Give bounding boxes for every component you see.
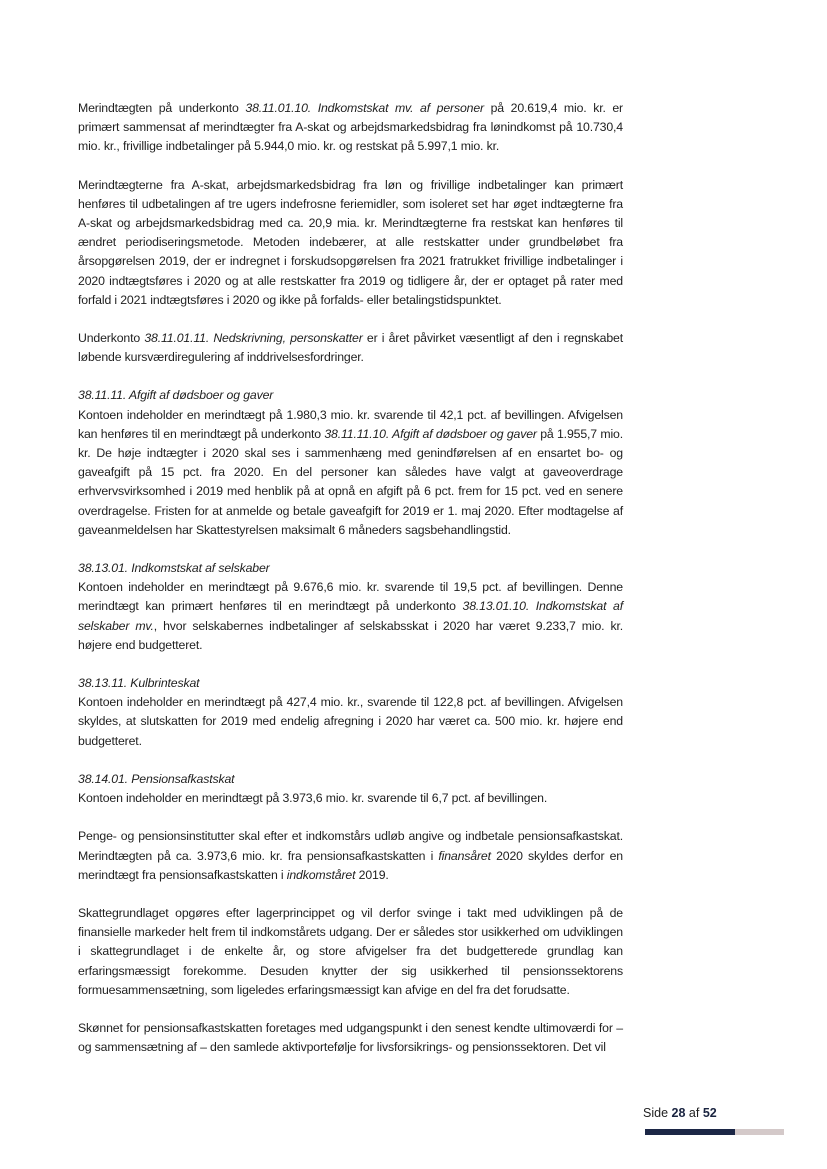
paragraph: Kontoen indeholder en merindtægt på 9.676,6 mio. kr. svarende til 19,5 pct. af bevillingen. Denne merindtægt kan primært henføres til en merindtægt på underkonto 38.13.01.10. Indkomstskat af selskaber mv., hvor selskabernes indbetalinger af selskabsskat i 2020 har været 9.233,7 mio. kr. højere end budgetteret. <box>78 580 623 652</box>
paragraph: Kontoen indeholder en merindtægt på 427,4 mio. kr., svarende til 122,8 pct. af bevillingen. Afvigelsen skyldes, at slutskatten for 2019 med endelig afregning i 2020 har været ca. 500 mio. kr. højere end budgetteret. <box>78 695 623 748</box>
paragraph: Kontoen indeholder en merindtægt på 1.980,3 mio. kr. svarende til 42,1 pct. af bevillingen. Afvigelsen kan henføres til en merindtægt på underkonto 38.11.11.10. Afgift af dødsboer og gaver på 1.955,7 mio. kr. De høje indtægter i 2020 skal ses i sammenhæng med genindførelsen af en ensartet bo- og gaveafgift på 15 pct. fra 2020. En del personer kan således have valgt at gaveoverdrage erhvervsvirksomhed i 2019 med henblik på at opnå en afgift på 6 pct. frem for 15 pct. ved en senere overdragelse. Fristen for at anmelde og betale gaveafgift for 2019 er 1. maj 2020. Efter modtagelse af gaveanmeldelsen har Skattestyrelsen maksimalt 6 måneders sagsbehandlingstid. <box>78 407 623 537</box>
paragraph: Underkonto 38.11.01.11. Nedskrivning, personskatter er i året påvirket væsentligt af den i regnskabet løbende kursværdiregulering af inddrivelsesfordringer. <box>78 331 624 365</box>
footer-bar-dark <box>645 1129 735 1135</box>
section-heading: 38.11.11. Afgift af dødsboer og gaver <box>78 388 274 403</box>
page-of: af <box>688 1106 700 1120</box>
paragraph: Kontoen indeholder en merindtægt på 3.973,6 mio. kr. svarende til 6,7 pct. af bevillingen. <box>78 791 548 806</box>
page-prefix: Side <box>643 1106 669 1120</box>
paragraph: Skattegrundlaget opgøres efter lagerprincippet og vil derfor svinge i takt med udviklingen på de finansielle markeder helt frem til indkomstårets udgang. Der er således stor usikkerhed om udviklingen i skattegrundlaget i de enkelte år, og store afvigelser fra det budgetterede grundlag kan erfaringsmæssigt forekomme. Desuden knytter der sig usikkerhed til pensionssektorens formuesammensætning, som ligeledes erfaringsmæssigt kan afvige en del fra det forudsatte. <box>78 905 623 997</box>
paragraph: Merindtægten på underkonto 38.11.01.10. Indkomstskat mv. af personer på 20.619,4 mio. kr. er primært sammensat af merindtægter fra A-skat og arbejdsmarkedsbidrag fra lønindkomst på 10.730,4 mio. kr., frivillige indbetalinger på 5.944,0 mio. kr. og restskat på 5.997,1 mio. kr. <box>78 101 623 154</box>
paragraph: Penge- og pensionsinstitutter skal efter et indkomstårs udløb angive og indbetale pensionsafkastskat. Merindtægten på ca. 3.973,6 mio. kr. fra pensionsafkastskatten i finansåret 2020 skyldes derfor en merindtægt fra pensionsafkastskatten i indkomståret 2019. <box>78 829 623 882</box>
footer-bar-light <box>735 1129 784 1135</box>
section-heading: 38.13.01. Indkomstskat af selskaber <box>78 561 270 576</box>
document-body <box>78 99 623 1076</box>
paragraph: Merindtægterne fra A-skat, arbejdsmarkedsbidrag fra løn og frivillige indbetalinger kan primært henføres til udbetalingen af tre ugers indefrosne feriemidler, som isoleret set har øget indtægterne fra A-skat og arbejdsmarkedsbidrag med ca. 20,9 mia. kr. Merindtægterne fra restskat kan henføres til ændret periodiseringsmetode. Metoden indebærer, at alle restskatter under grundbeløbet fra årsopgørelsen 2019, der er indregnet i forskudsopgørelsen fra 2021 fratrukket frivillige indbetalinger i 2020 indtægtsføres i 2020 og at alle restskatter fra 2019 og tidligere år, der er optaget på rater med forfald i 2021 indtægtsføres i 2020 og ikke på forfalds- eller betalingstidspunktet. <box>78 177 623 307</box>
page-number <box>643 1106 784 1120</box>
paragraph: Skønnet for pensionsafkastskatten foretages med udgangspunkt i den senest kendte ultimoværdi for – og sammensætning af – den samlede aktivportefølje for livsforsikrings- og pensionssektoren. Det vil <box>78 1020 623 1055</box>
section-heading: 38.13.11. Kulbrinteskat <box>78 676 200 691</box>
section-heading: 38.14.01. Pensionsafkastskat <box>78 771 235 786</box>
current-page: 28 <box>671 1106 686 1120</box>
total-pages: 52 <box>702 1106 717 1120</box>
